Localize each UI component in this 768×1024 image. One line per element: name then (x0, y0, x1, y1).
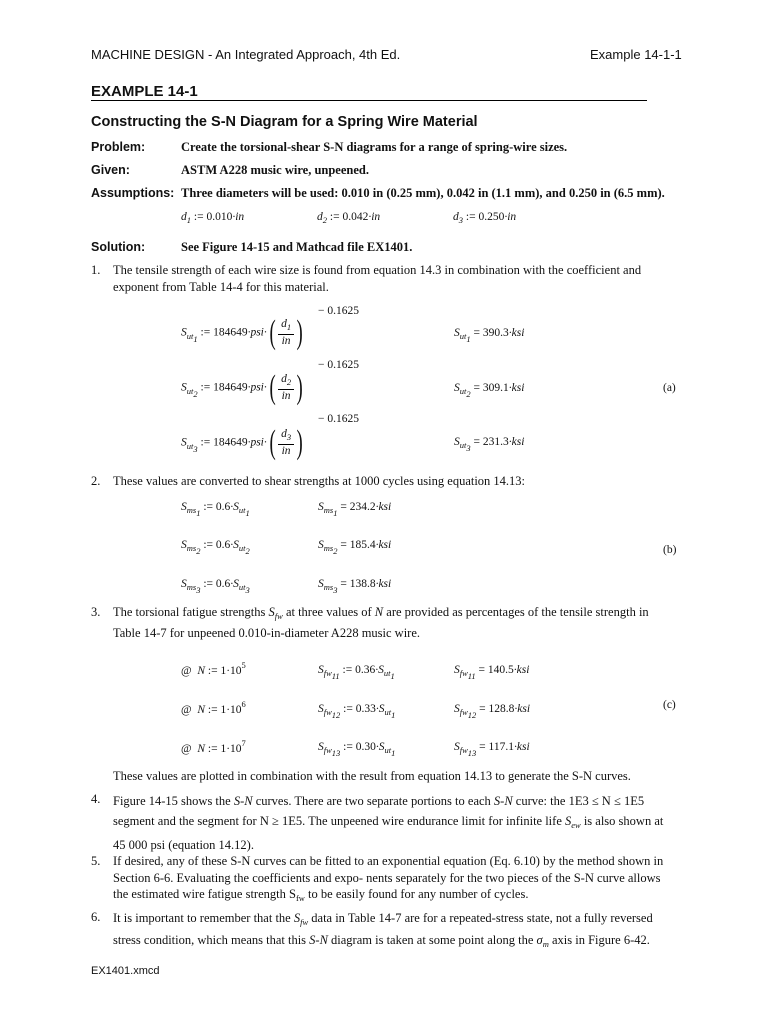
step-6-text: It is important to remember that the $S_{fw}$ data in Table 14-7 are for a repeated-stress state, not a fully reversed stress condition, which means that this S-N diagram is taken at some point along the $\sigma_m$ axis in Figure 6-42. (113, 911, 653, 949)
eq-c-result12: $S_{fw_{12}} = 128.8\cdot ksi$ (454, 703, 531, 720)
diameter-d1: $d_1$ := 0.010·in (181, 211, 245, 225)
diameter-d2: $d_2$ := 0.042·in (317, 211, 381, 225)
eq-c-n1: @ N := $1\cdot 10^5$ (181, 660, 246, 677)
step-5-text: If desired, any of these S-N curves can be fitted to an exponential equation (Eq. 6.10) by the method shown in Section 6-6. Evaluating the coefficients and expo- nents separately for the two pieces of the S-N curve allows the estimated wire fatigue strength $S_{fw}$ to be easily found for any number of cycles. (113, 854, 664, 903)
step-2-text: These values are converted to shear strengths at 1000 cycles using equation 14.13: (113, 474, 526, 488)
eq-c-sfw11: $S_{fw_{11}}$ := $0.36\cdot S_{ut_1}$ (318, 664, 395, 681)
problem-label: Problem: (91, 140, 146, 154)
eq-b-sms1: $S_{ms_1}$ := $0.6\cdot S_{ut_1}$ (181, 501, 250, 518)
eq-a-sut3: $S_{ut_3}$ := 184649·psi·( $\frac{d_3}{in}$ ) (181, 424, 303, 461)
eq-c-sfw12: $S_{fw_{12}}$ := $0.33\cdot S_{ut_1}$ (318, 703, 396, 720)
eq-c-n3: @ N := $1\cdot 10^7$ (181, 738, 246, 755)
eq-a-result1: $S_{ut_1} = 390.3\cdot ksi$ (454, 327, 525, 344)
given-text: ASTM A228 music wire, unpeened. (181, 163, 369, 177)
eq-a-exp2: − 0.1625 (318, 359, 359, 371)
eq-b-tag: (b) (663, 544, 677, 556)
title-rule (91, 100, 647, 101)
assumptions-label: Assumptions: (91, 186, 175, 200)
eq-c-result11: $S_{fw_{11}} = 140.5\cdot ksi$ (454, 664, 530, 681)
eq-c-sfw13: $S_{fw_{13}}$ := $0.30\cdot S_{ut_1}$ (318, 741, 396, 758)
footer-filename: EX1401.xmcd (91, 965, 160, 977)
eq-a-sut1: $S_{ut_1}$ := 184649·psi·( $\frac{d_1}{in}$ ) (181, 314, 303, 351)
problem-text: Create the torsional-shear S-N diagrams for a range of spring-wire sizes. (181, 140, 568, 154)
assumptions-text: Three diameters will be used: 0.010 in (0.25 mm), 0.042 in (1.1 mm), and 0.250 in (6.5 mm). (181, 186, 665, 200)
example-title: EXAMPLE 14-1 (91, 83, 198, 100)
diameter-d3: $d_3$ := 0.250·in (453, 211, 517, 225)
header-book-title: MACHINE DESIGN - An Integrated Approach, 4th Ed. (91, 47, 401, 62)
eq-c-result13: $S_{fw_{13}} = 117.1\cdot ksi$ (454, 741, 530, 758)
page-subtitle: Constructing the S-N Diagram for a Spring Wire Material (91, 114, 478, 130)
step-5-number: 5. (91, 854, 101, 868)
step-1-text: The tensile strength of each wire size is found from equation 14.3 in combination with the coefficient and exponent from Table 14-4 for this material. (113, 263, 642, 294)
eq-a-result3: $S_{ut_3} = 231.3\cdot ksi$ (454, 436, 525, 453)
step-3-number: 3. (91, 605, 101, 619)
step-4-number: 4. (91, 792, 101, 806)
eq-b-result3: $S_{ms_3} = 138.8\cdot ksi$ (318, 578, 392, 595)
eq-a-tag: (a) (663, 382, 676, 394)
eq-a-sut2: $S_{ut_2}$ := 184649·psi·( $\frac{d_2}{in}$ ) (181, 369, 303, 406)
step-3-text: The torsional fatigue strengths $S_{fw}$ at three values of N are provided as percentages of the tensile strength in Table 14-7 for unpeened 0.010-in-diameter A228 music wire. (113, 605, 649, 640)
solution-label: Solution: (91, 240, 146, 254)
step-3-after-text: These values are plotted in combination with the result from equation 14.13 to generate the S-N curves. (113, 769, 631, 783)
step-4-text: Figure 14-15 shows the S-N curves. There are two separate portions to each S-N curve: the 1E3 ≤ N ≤ 1E5 segment and the segment for N ≥ 1E5. The unpeened wire endurance limit for infinite life $S_{ew}$ is also shown at 45 000 psi (equation 14.12). (113, 794, 664, 852)
solution-text: See Figure 14-15 and Mathcad file EX1401. (181, 240, 413, 254)
eq-a-exp3: − 0.1625 (318, 413, 359, 425)
eq-a-result2: $S_{ut_2} = 309.1\cdot ksi$ (454, 382, 525, 399)
eq-b-result1: $S_{ms_1} = 234.2\cdot ksi$ (318, 501, 392, 518)
given-label: Given: (91, 163, 130, 177)
step-6-number: 6. (91, 910, 101, 924)
step-2-number: 2. (91, 474, 101, 488)
eq-c-n2: @ N := $1\cdot 10^6$ (181, 699, 246, 716)
eq-a-exp1: − 0.1625 (318, 305, 359, 317)
eq-b-sms3: $S_{ms_3}$ := $0.6\cdot S_{ut_3}$ (181, 578, 250, 595)
header-example-number: Example 14-1-1 (590, 47, 682, 62)
eq-b-sms2: $S_{ms_2}$ := $0.6\cdot S_{ut_2}$ (181, 539, 250, 556)
eq-c-tag: (c) (663, 699, 676, 711)
step-1-number: 1. (91, 263, 101, 277)
eq-b-result2: $S_{ms_2} = 185.4\cdot ksi$ (318, 539, 392, 556)
